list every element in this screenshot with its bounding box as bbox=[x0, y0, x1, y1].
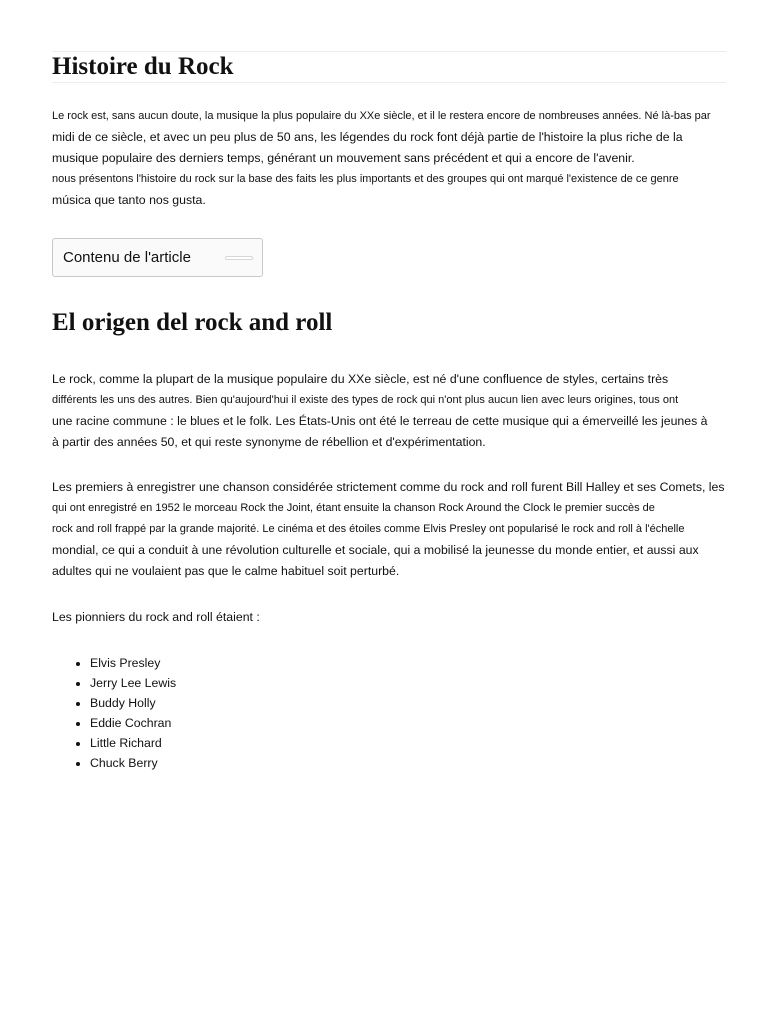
intro-line: Le rock est, sans aucun doute, la musique la plus populaire du XXe siècle, et il le restera encore de nombreuses années. Né là-bas par bbox=[52, 110, 711, 122]
paragraph-first-recordings bbox=[52, 477, 726, 582]
paragraph-line: différents les uns des autres. Bien qu'aujourd'hui il existe des types de rock qui n'ont plus aucun lien avec leurs origines, tous ont bbox=[52, 394, 679, 406]
pioneers-intro-text: Les pionniers du rock and roll étaient : bbox=[52, 610, 260, 624]
table-of-contents-toggle[interactable] bbox=[52, 238, 263, 277]
page-title: Histoire du Rock bbox=[52, 53, 234, 80]
title-bar bbox=[52, 51, 726, 83]
pioneers-list bbox=[52, 654, 176, 774]
toc-toggle-icon[interactable] bbox=[225, 256, 253, 260]
toc-label: Contenu de l'article bbox=[63, 249, 191, 266]
intro-paragraph bbox=[52, 106, 726, 211]
intro-line: música que tanto nos gusta. bbox=[52, 193, 206, 207]
list-item: • Jerry Lee Lewis bbox=[90, 674, 176, 694]
paragraph-line: mondial, ce qui a conduit à une révolution culturelle et sociale, qui a mobilisé la jeunesse du monde entier, et aussi aux bbox=[52, 543, 699, 557]
list-item: • Eddie Cochran bbox=[90, 714, 176, 734]
paragraph-line: Les premiers à enregistrer une chanson considérée strictement comme du rock and roll furent Bill Halley et ses Comets, les bbox=[52, 480, 725, 494]
paragraph-line: qui ont enregistré en 1952 le morceau Rock the Joint, étant ensuite la chanson Rock Around the Clock le premier succès de bbox=[52, 502, 655, 514]
list-item: • Buddy Holly bbox=[90, 694, 176, 714]
paragraph-line: à partir des années 50, et qui reste synonyme de rébellion et d'expérimentation. bbox=[52, 435, 486, 449]
pioneers-intro bbox=[52, 607, 726, 628]
list-item: • Little Richard bbox=[90, 734, 176, 754]
intro-line: midi de ce siècle, et avec un peu plus de 50 ans, les légendes du rock font déjà partie de l'histoire la plus riche de la bbox=[52, 130, 683, 144]
list-item: • Elvis Presley bbox=[90, 654, 176, 674]
paragraph-line: une racine commune : le blues et le folk. Les États-Unis ont été le terreau de cette musique qui a émerveillé les jeunes à bbox=[52, 414, 708, 428]
section-heading: El origen del rock and roll bbox=[52, 309, 333, 336]
intro-line: nous présentons l'histoire du rock sur la base des faits les plus importants et des groupes qui ont marqué l'existence de ce genre bbox=[52, 173, 679, 185]
paragraph-line: rock and roll frappé par la grande majorité. Le cinéma et des étoiles comme Elvis Presley ont popularisé le rock and roll à l'échelle bbox=[52, 523, 685, 535]
paragraph-origins bbox=[52, 369, 726, 453]
paragraph-line: Le rock, comme la plupart de la musique populaire du XXe siècle, est né d'une confluence de styles, certains très bbox=[52, 372, 669, 386]
paragraph-line: adultes qui ne voulaient pas que le calme habituel soit perturbé. bbox=[52, 564, 400, 578]
list-item: • Chuck Berry bbox=[90, 754, 176, 774]
intro-line: musique populaire des derniers temps, générant un mouvement sans précédent et qui a encore de l'avenir. bbox=[52, 151, 635, 165]
